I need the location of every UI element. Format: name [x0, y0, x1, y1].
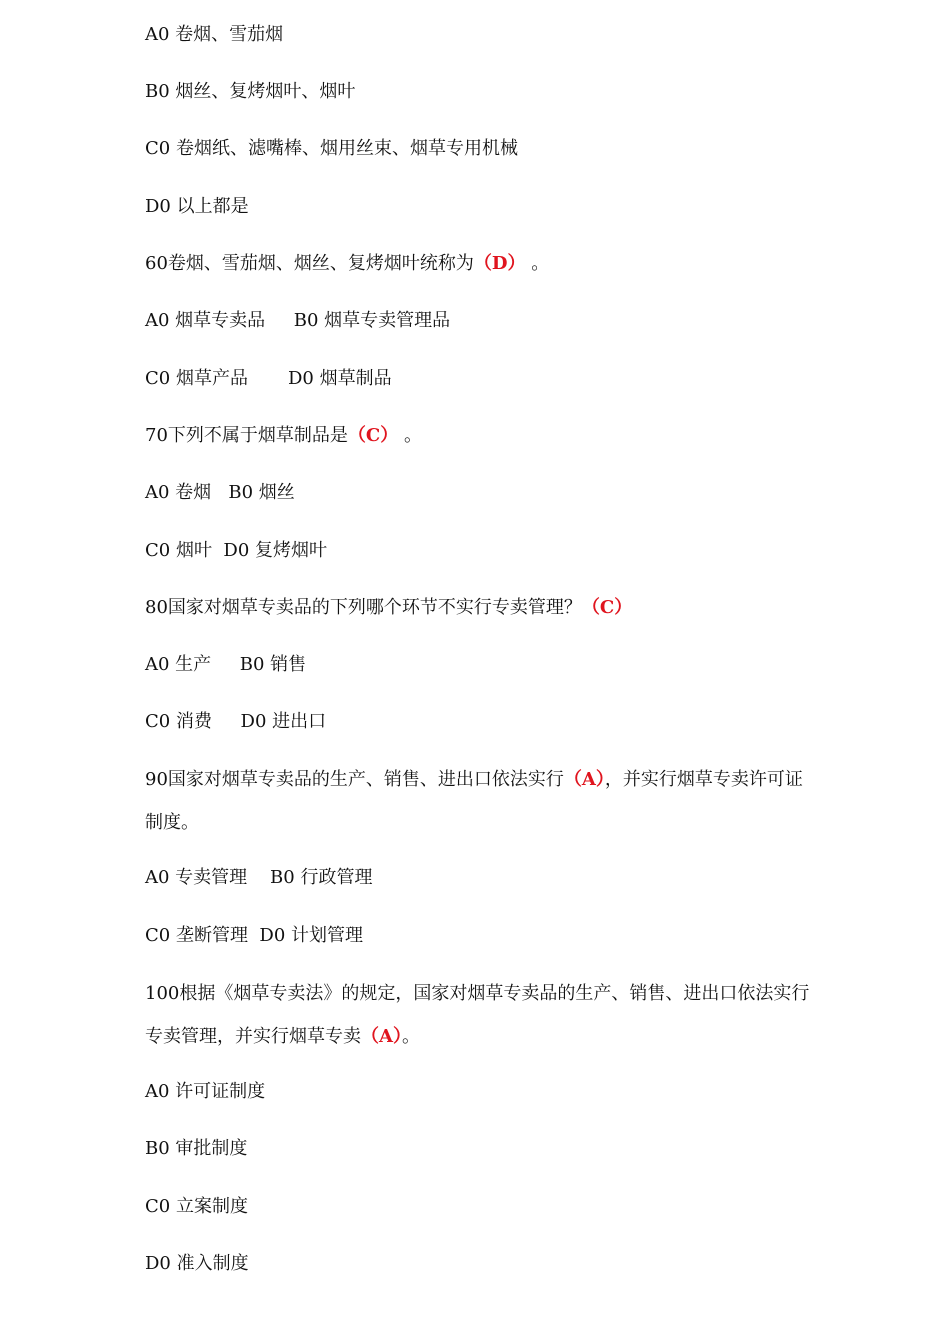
q7-stem-text: 70下列不属于烟草制品是: [145, 425, 348, 446]
q8-options-row-1: A0 生产 B0 销售: [145, 654, 307, 675]
q10-option-b: B0 审批制度: [145, 1138, 248, 1159]
q9-stem-tail: ，并实行烟草专卖许可证制度。: [145, 769, 803, 833]
q5-option-d: D0 以上都是: [145, 196, 249, 217]
q7-stem: [145, 423, 810, 449]
q10-stem-text: 100根据《烟草专卖法》的规定，国家对烟草专卖品的生产、销售、进出口依法实行专卖管理，并实行烟草专卖: [145, 983, 810, 1047]
q6-stem-tail: 。: [525, 253, 550, 274]
q6-stem: [145, 251, 810, 277]
q10-answer: （A）: [361, 1026, 402, 1047]
q7-options-row-1: A0 卷烟 B0 烟丝: [145, 482, 295, 503]
q10-option-a: A0 许可证制度: [145, 1081, 266, 1102]
q10-stem: [145, 972, 810, 1058]
q7-options-row-2: C0 烟叶 D0 复烤烟叶: [145, 540, 327, 561]
q9-options-row-2: C0 垄断管理 D0 计划管理: [145, 925, 363, 946]
q6-answer: （D）: [473, 253, 526, 274]
q6-stem-text: 60卷烟、雪茄烟、烟丝、复烤烟叶统称为: [145, 253, 474, 274]
q5-option-b: B0 烟丝、复烤烟叶、烟叶: [145, 81, 356, 102]
q6-options-row-1: A0 烟草专卖品 B0 烟草专卖管理品: [145, 310, 451, 331]
q8-options-row-2: C0 消费 D0 进出口: [145, 711, 327, 732]
q10-stem-tail: 。: [401, 1026, 420, 1047]
q10-option-c: C0 立案制度: [145, 1196, 248, 1217]
q9-options-row-1: A0 专卖管理 B0 行政管理: [145, 867, 373, 888]
q6-options-row-2: C0 烟草产品 D0 烟草制品: [145, 368, 392, 389]
q8-answer: （C）: [581, 597, 633, 618]
q7-answer: （C）: [347, 425, 399, 446]
q5-option-a: A0 卷烟、雪茄烟: [145, 24, 284, 45]
q10-option-d: D0 准入制度: [145, 1253, 249, 1274]
q8-stem-text: 80国家对烟草专卖品的下列哪个环节不实行专卖管理？: [145, 597, 582, 618]
q9-stem-text: 90国家对烟草专卖品的生产、销售、进出口依法实行: [145, 769, 564, 790]
q9-stem: [145, 758, 810, 844]
q9-answer: （A）: [563, 769, 605, 790]
q8-stem: [145, 595, 810, 621]
q5-option-c: C0 卷烟纸、滤嘴棒、烟用丝束、烟草专用机械: [145, 138, 518, 159]
q7-stem-tail: 。: [398, 425, 422, 446]
